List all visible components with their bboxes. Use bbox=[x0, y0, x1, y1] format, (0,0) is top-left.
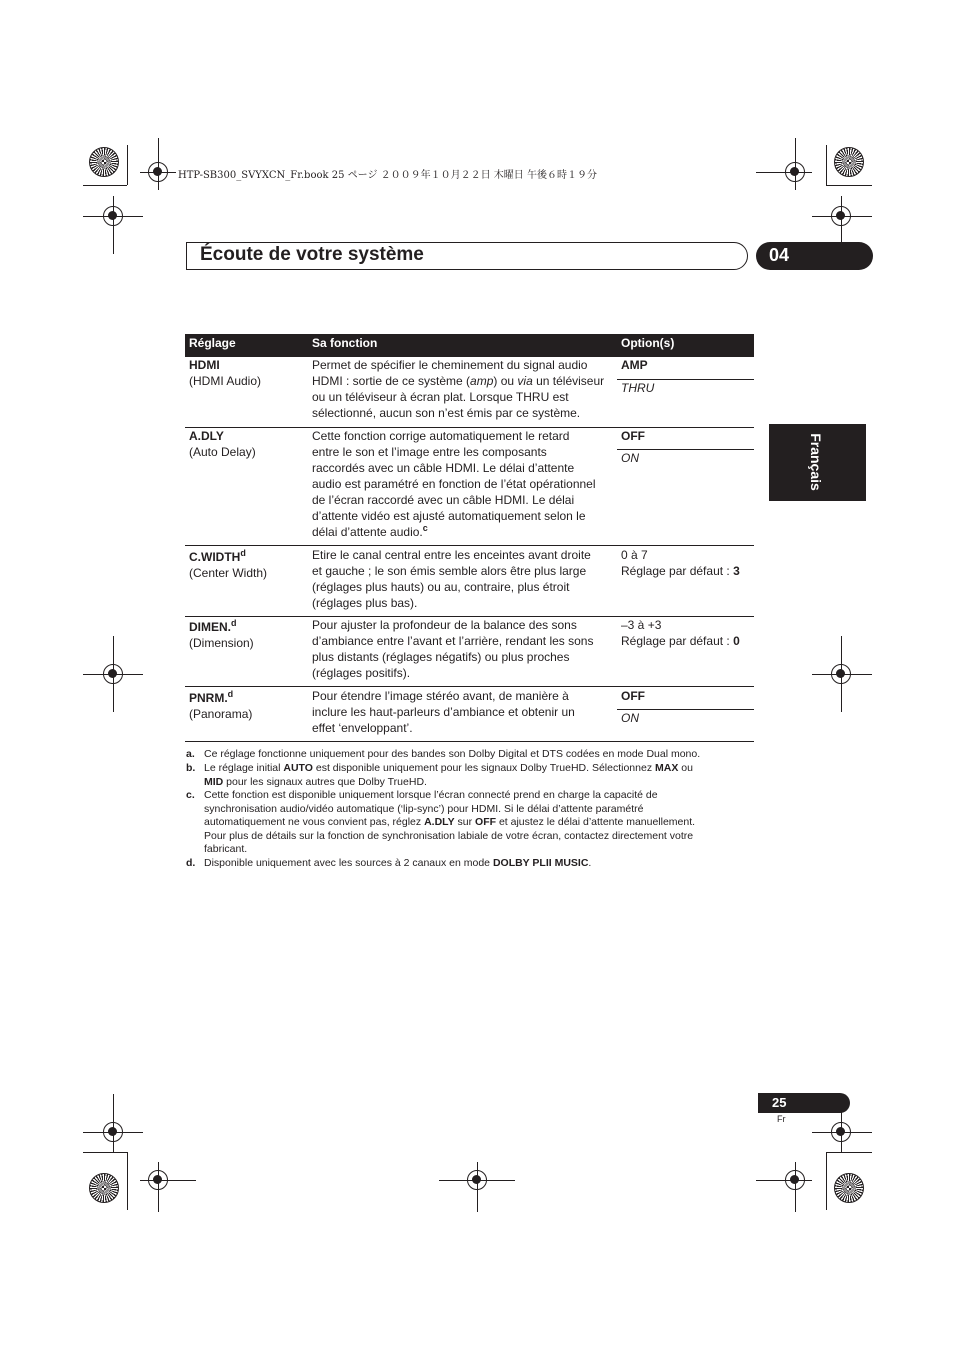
option-range: –3 à +3 Réglage par défaut : 0 bbox=[621, 618, 740, 648]
setting-name: A.DLY bbox=[189, 429, 224, 443]
option-value: ON bbox=[621, 451, 639, 465]
column-header-function: Sa fonction bbox=[312, 336, 378, 350]
setting-subtitle: (Center Width) bbox=[189, 566, 268, 580]
color-wheel-icon bbox=[834, 147, 864, 177]
option-value: AMP bbox=[621, 358, 648, 372]
footnote-ref: d bbox=[231, 618, 237, 628]
section-title-bar bbox=[186, 242, 748, 270]
setting-subtitle: (HDMI Audio) bbox=[189, 374, 262, 388]
color-wheel-icon bbox=[834, 1173, 864, 1203]
chapter-number: 04 bbox=[769, 245, 790, 265]
option-value: ON bbox=[621, 711, 639, 725]
language-label: Français bbox=[807, 433, 824, 491]
page-number-badge bbox=[758, 1093, 850, 1113]
footnote-b: b. Le réglage initial AUTO est disponible uniquement pour les signaux Dolby TrueHD. Sélectionnez MAX ou MID pour les signaux autres que Dolby TrueHD. bbox=[186, 762, 693, 788]
setting-subtitle: (Auto Delay) bbox=[189, 445, 256, 459]
footnote-ref: c bbox=[422, 523, 428, 533]
page-title: Écoute de votre système bbox=[200, 244, 424, 265]
setting-description: Etire le canal central entre les enceintes avant droite et gauche ; le son émis semble alors être plus large (réglages plus hauts) ou au, contraire, plus étroit (réglages plus bas). bbox=[312, 548, 591, 610]
default-value: 0 bbox=[733, 634, 740, 648]
footnote-ref: d bbox=[227, 689, 234, 699]
setting-description: Pour ajuster la profondeur de la balance des sons d’ambiance entre l’avant et l’arrière, rendant les sons plus distants (réglages négatifs) ou plus proches (réglages positifs). bbox=[312, 618, 594, 680]
table-row bbox=[189, 690, 252, 722]
table-row bbox=[189, 428, 256, 460]
table-header bbox=[185, 334, 754, 357]
footnote-c: c. Cette fonction est disponible uniquement lorsque l’écran connecté prend en charge la capacité de synchronisation audio/vidéo automatique (‘lip-sync’) pour HDMI. Si le délai d’attente paramétré automatiquement ne vous convient pas, réglez A.DLY sur OFF et ajustez le délai d’attente manuellement. Pour plus de détails sur la fonction de synchronisation labiale de votre écran, contactez directement votre fabricant. bbox=[186, 789, 696, 855]
option-value: OFF bbox=[621, 689, 645, 703]
table-row bbox=[189, 357, 261, 389]
setting-name: PNRM. bbox=[189, 691, 228, 705]
option-value: OFF bbox=[621, 429, 645, 443]
setting-name: HDMI bbox=[189, 358, 220, 372]
description-line: HDMI : sortie de ce système (amp) ou via un téléviseur bbox=[312, 374, 605, 388]
column-header-setting: Réglage bbox=[189, 336, 236, 350]
color-wheel-icon bbox=[89, 1173, 119, 1203]
setting-subtitle: (Panorama) bbox=[189, 707, 253, 721]
page-number: 25 bbox=[772, 1095, 787, 1110]
file-header: HTP-SB300_SVYXCN_Fr.book 25 ページ ２００９年１０月２２日 木曜日 午後６時１９分 bbox=[178, 170, 597, 181]
footnote-ref: d bbox=[240, 548, 246, 558]
option-range: 0 à 7 Réglage par défaut : 3 bbox=[621, 548, 740, 578]
option-value: THRU bbox=[621, 381, 655, 395]
setting-subtitle: (Dimension) bbox=[189, 636, 254, 650]
page-language: Fr bbox=[777, 1114, 786, 1124]
column-header-options: Option(s) bbox=[621, 336, 675, 350]
table-row bbox=[189, 619, 254, 651]
setting-name: DIMEN. bbox=[189, 620, 231, 634]
default-value: 3 bbox=[733, 564, 740, 578]
setting-name: C.WIDTH bbox=[189, 550, 241, 564]
setting-description: Pour étendre l’image stéréo avant, de manière à inclure les haut-parleurs d’ambiance et obtenir un effet ‘enveloppant’. bbox=[312, 689, 575, 735]
color-wheel-icon bbox=[89, 147, 119, 177]
table-row bbox=[189, 549, 267, 581]
setting-description: Permet de spécifier le cheminement du signal audio HDMI : sortie de ce système (amp) ou via un téléviseur ou un téléviseur à écran plat. Lorsque THRU est sélectionné, aucun son n’est émis par ce système. bbox=[312, 358, 605, 420]
chapter-badge bbox=[756, 242, 873, 270]
setting-description: Cette fonction corrige automatiquement le retard entre le son et l’image entre les composants raccordés avec un câble HDMI. Le délai d’attente audio est paramétré en fonction de l’état opérationnel de l’écran raccordé avec un câble HDMI. Le délai d’attente vidéo est ajusté automatiquement selon le délai d’attente audio.$^c$ bbox=[312, 429, 596, 539]
language-side-tab bbox=[769, 424, 866, 501]
